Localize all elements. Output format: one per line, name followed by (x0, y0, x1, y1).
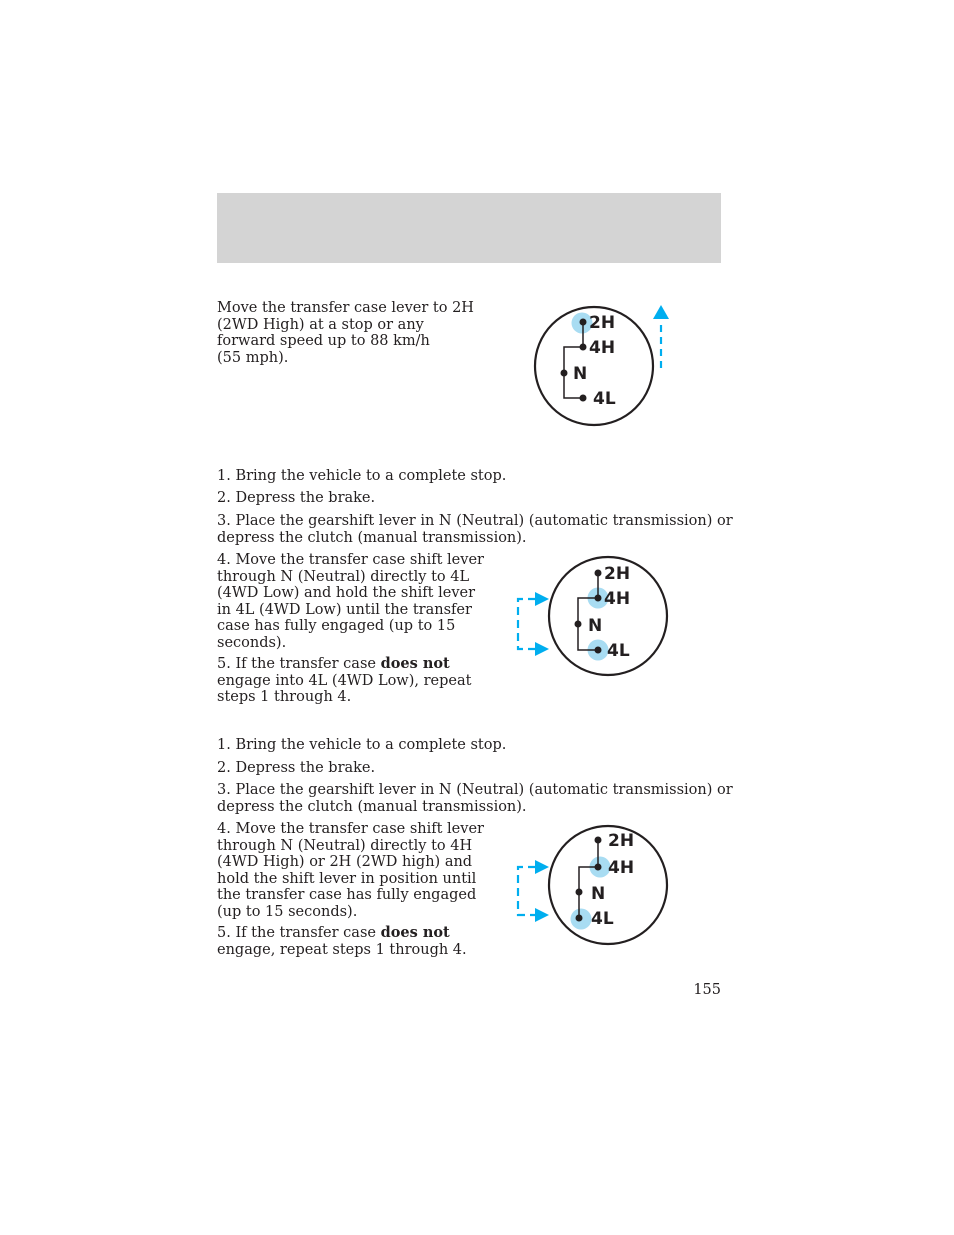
label-4h: 4H (604, 589, 631, 609)
downshift-dashed-path (518, 599, 536, 649)
label-2h: 2H (608, 831, 635, 851)
position-2h-dot (580, 319, 587, 326)
position-n-dot (575, 621, 582, 628)
position-4h-dot (580, 344, 587, 351)
shift-to-2h-instruction: Move the transfer case lever to 2H (2WD High) at a stop or any forward speed up to 88 km/h (55 mph). (217, 300, 474, 366)
label-n: N (588, 616, 603, 636)
position-4h-dot (595, 864, 602, 871)
label-n: N (573, 364, 588, 384)
step-4-shift-to-4h: 4. Move the transfer case shift lever through N (Neutral) directly to 4H (4WD High) or 2H (2WD high) and hold the shift lever in position until the transfer case has fully engaged (up to 15 seconds). (217, 821, 484, 920)
step-3-neutral: 3. Place the gearshift lever in N (Neutral) (automatic transmission) or depress the clutch (manual transmission). (217, 513, 733, 546)
page-number: 155 (693, 982, 721, 998)
arrow-right-icon (535, 592, 549, 606)
shift-dashed-path (518, 867, 536, 915)
label-4l: 4L (593, 389, 616, 409)
arrow-right-icon (535, 860, 549, 874)
shift-path-line (578, 573, 598, 650)
label-4l: 4L (607, 641, 630, 661)
shift-pattern-diagram-4l (510, 552, 675, 682)
position-n-dot (576, 889, 583, 896)
position-4h-dot (595, 595, 602, 602)
shift-path-line (564, 322, 583, 398)
step-5-repeat: 5. If the transfer case does not engage, repeat steps 1 through 4. (217, 924, 467, 958)
position-2h-dot (595, 837, 602, 844)
step-2-depress-brake: 2. Depress the brake. (217, 760, 376, 776)
position-4l-dot (580, 395, 587, 402)
label-2h: 2H (589, 313, 616, 333)
section-header-band (217, 193, 721, 263)
shift-pattern-diagram-2h (530, 300, 680, 430)
label-4h: 4H (608, 858, 635, 878)
step-1-stop-vehicle: 1. Bring the vehicle to a complete stop. (217, 468, 507, 484)
step-4-shift-to-4l: 4. Move the transfer case shift lever through N (Neutral) directly to 4L (4WD Low) and hold the shift lever in 4L (4WD Low) until the transfer case has fully engaged (up to 15 seconds). (217, 552, 484, 651)
label-4l: 4L (591, 909, 614, 929)
step-1-stop-vehicle: 1. Bring the vehicle to a complete stop. (217, 737, 507, 753)
arrow-right-icon (535, 642, 549, 656)
step-3-neutral: 3. Place the gearshift lever in N (Neutral) (automatic transmission) or depress the clutch (manual transmission). (217, 782, 733, 815)
label-n: N (591, 884, 606, 904)
label-2h: 2H (604, 564, 631, 584)
step-5-repeat: 5. If the transfer case does not engage into 4L (4WD Low), repeat steps 1 through 4. (217, 655, 472, 705)
position-4l-dot (576, 915, 583, 922)
position-4l-dot (595, 647, 602, 654)
label-4h: 4H (589, 338, 616, 358)
arrow-right-icon (535, 908, 549, 922)
shift-path-line (579, 840, 598, 918)
step-2-depress-brake: 2. Depress the brake. (217, 490, 376, 506)
position-n-dot (561, 370, 568, 377)
position-2h-dot (595, 570, 602, 577)
upshift-arrow-icon (653, 305, 669, 319)
shift-pattern-diagram-4h (510, 820, 675, 950)
